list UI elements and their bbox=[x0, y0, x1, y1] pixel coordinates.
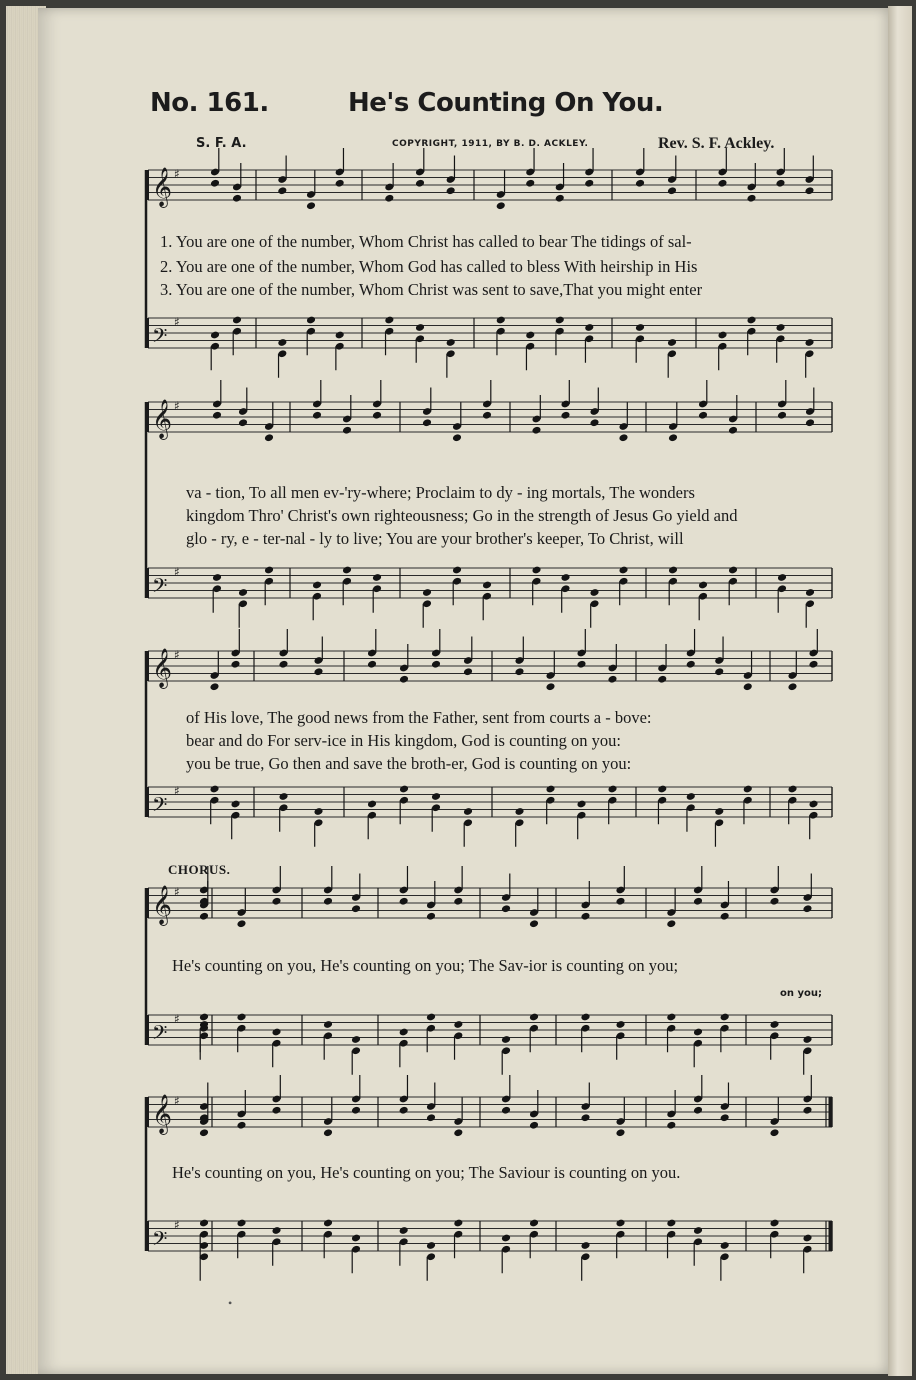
note-head bbox=[230, 800, 240, 809]
note-head bbox=[580, 1013, 590, 1022]
note-head bbox=[199, 1128, 209, 1137]
note-head bbox=[560, 573, 570, 582]
sharp-icon: ♯ bbox=[174, 315, 180, 329]
chorus-label: CHORUS. bbox=[168, 862, 231, 877]
note-head bbox=[264, 433, 274, 442]
note-head bbox=[657, 675, 667, 684]
note-head bbox=[668, 566, 678, 575]
note-head bbox=[351, 904, 361, 913]
note-head bbox=[277, 338, 287, 347]
note-head bbox=[415, 323, 425, 332]
note-head bbox=[271, 1106, 281, 1115]
note-head bbox=[777, 411, 787, 420]
note-head bbox=[802, 1106, 812, 1115]
note-head bbox=[335, 331, 345, 340]
note-head bbox=[426, 1241, 436, 1250]
note-head bbox=[323, 1219, 333, 1228]
note-head bbox=[351, 1234, 361, 1243]
note-head bbox=[514, 667, 524, 676]
note-head bbox=[576, 660, 586, 669]
note-head bbox=[210, 179, 220, 188]
note-head bbox=[769, 897, 779, 906]
sharp-icon: ♯ bbox=[174, 565, 180, 579]
note-head bbox=[667, 186, 677, 195]
note-head bbox=[501, 1234, 511, 1243]
note-head bbox=[426, 1013, 436, 1022]
note-head bbox=[230, 660, 240, 669]
note-head bbox=[313, 667, 323, 676]
note-head bbox=[720, 1113, 730, 1122]
note-head bbox=[313, 807, 323, 816]
note-head bbox=[804, 186, 814, 195]
note-head bbox=[775, 179, 785, 188]
note-head bbox=[615, 1219, 625, 1228]
note-head bbox=[693, 1106, 703, 1115]
note-head bbox=[777, 573, 787, 582]
music-credit: S. F. A. bbox=[196, 136, 247, 151]
note-head bbox=[787, 785, 797, 794]
note-head bbox=[743, 682, 753, 691]
lyric-s3-v2: bear and do For serv-ice in His kingdom, God is counting on you: bbox=[186, 731, 621, 750]
note-head bbox=[323, 1128, 333, 1137]
note-head bbox=[399, 1028, 409, 1037]
note-head bbox=[668, 433, 678, 442]
note-head bbox=[236, 1121, 246, 1130]
note-head bbox=[446, 338, 456, 347]
note-head bbox=[278, 792, 288, 801]
note-head bbox=[399, 675, 409, 684]
note-head bbox=[199, 1013, 209, 1022]
note-head bbox=[399, 897, 409, 906]
note-head bbox=[525, 331, 535, 340]
note-head bbox=[686, 792, 696, 801]
sharp-icon: ♯ bbox=[174, 1094, 180, 1108]
note-head bbox=[312, 411, 322, 420]
sharp-icon: ♯ bbox=[174, 1012, 180, 1026]
lyric-s1-v3: 3. You are one of the number, Whom Christ was sent to save,That you might enter bbox=[160, 280, 703, 299]
lyric-s2-v1: va - tion, To all men ev-'ry-where; Proclaim to dy - ing mortals, The wonders bbox=[186, 483, 695, 502]
hymn-number: No. 161. bbox=[150, 88, 269, 118]
note-head bbox=[210, 331, 220, 340]
note-head bbox=[351, 1035, 361, 1044]
note-head bbox=[804, 338, 814, 347]
note-head bbox=[453, 1219, 463, 1228]
note-head bbox=[463, 667, 473, 676]
note-head bbox=[525, 179, 535, 188]
note-head bbox=[607, 675, 617, 684]
note-head bbox=[236, 919, 246, 928]
note-head bbox=[618, 566, 628, 575]
note-head bbox=[580, 1241, 590, 1250]
note-head bbox=[232, 194, 242, 203]
note-head bbox=[199, 912, 209, 921]
note-head bbox=[728, 566, 738, 575]
sharp-icon: ♯ bbox=[174, 885, 180, 899]
note-head bbox=[635, 179, 645, 188]
treble-clef-icon: 𝄞 bbox=[152, 399, 173, 439]
note-head bbox=[693, 1226, 703, 1235]
note-head bbox=[787, 682, 797, 691]
note-head bbox=[453, 1128, 463, 1137]
sharp-icon: ♯ bbox=[174, 784, 180, 798]
bass-clef-icon: 𝄢 bbox=[152, 1021, 168, 1049]
note-head bbox=[446, 186, 456, 195]
lyric-s1-v1: 1. You are one of the number, Whom Christ has called to bear The tidings of sal- bbox=[160, 232, 692, 251]
note-head bbox=[271, 897, 281, 906]
note-head bbox=[545, 785, 555, 794]
note-head bbox=[693, 1028, 703, 1037]
note-head bbox=[666, 1219, 676, 1228]
note-head bbox=[236, 1013, 246, 1022]
note-head bbox=[482, 581, 492, 590]
note-head bbox=[545, 682, 555, 691]
note-head bbox=[271, 1226, 281, 1235]
note-head bbox=[615, 897, 625, 906]
note-head bbox=[802, 1035, 812, 1044]
note-head bbox=[463, 807, 473, 816]
note-head bbox=[271, 1028, 281, 1037]
note-head bbox=[529, 1219, 539, 1228]
note-head bbox=[209, 682, 219, 691]
note-head bbox=[351, 1106, 361, 1115]
note-head bbox=[384, 316, 394, 325]
note-head bbox=[555, 194, 565, 203]
note-head bbox=[496, 316, 506, 325]
note-head bbox=[452, 566, 462, 575]
note-head bbox=[312, 581, 322, 590]
note-head bbox=[452, 433, 462, 442]
note-head bbox=[399, 785, 409, 794]
words-credit: Rev. S. F. Ackley. bbox=[658, 135, 775, 152]
lyric-s2-v3: glo - ry, e - ter-nal - ly to live; You are your brother's keeper, To Christ, will bbox=[186, 529, 684, 548]
note-head bbox=[589, 588, 599, 597]
note-head bbox=[372, 411, 382, 420]
note-head bbox=[666, 919, 676, 928]
note-head bbox=[426, 912, 436, 921]
note-head bbox=[212, 411, 222, 420]
note-head bbox=[728, 426, 738, 435]
note-head bbox=[531, 566, 541, 575]
note-head bbox=[802, 904, 812, 913]
bass-clef-icon: 𝄢 bbox=[152, 574, 168, 602]
note-head bbox=[720, 1013, 730, 1022]
note-head bbox=[342, 566, 352, 575]
lyric-s3-v3: you be true, Go then and save the broth-er, God is counting on you: bbox=[186, 754, 632, 773]
note-head bbox=[372, 573, 382, 582]
note-head bbox=[584, 323, 594, 332]
note-head bbox=[808, 800, 818, 809]
note-head bbox=[714, 807, 724, 816]
note-head bbox=[238, 588, 248, 597]
treble-clef-icon: 𝄞 bbox=[152, 885, 173, 925]
note-head bbox=[342, 426, 352, 435]
lyric-s1-v2: 2. You are one of the number, Whom God has called to bless With heirship in His bbox=[160, 257, 698, 276]
note-head bbox=[501, 1035, 511, 1044]
note-head bbox=[667, 338, 677, 347]
lyric-chorus-line2: He's counting on you, He's counting on you; The Saviour is counting on you. bbox=[172, 1163, 681, 1182]
note-head bbox=[399, 1106, 409, 1115]
sharp-icon: ♯ bbox=[174, 167, 180, 181]
treble-clef-icon: 𝄞 bbox=[152, 167, 173, 207]
note-head bbox=[717, 331, 727, 340]
note-head bbox=[529, 1013, 539, 1022]
note-head bbox=[209, 785, 219, 794]
note-head bbox=[278, 660, 288, 669]
lyric-chorus-line1: He's counting on you, He's counting on you; The Sav-ior is counting on you; bbox=[172, 956, 679, 975]
sharp-icon: ♯ bbox=[174, 1218, 180, 1232]
note-head bbox=[693, 897, 703, 906]
bass-clef-icon: 𝄢 bbox=[152, 324, 168, 352]
note-head bbox=[514, 807, 524, 816]
note-head bbox=[580, 912, 590, 921]
note-head bbox=[422, 588, 432, 597]
note-head bbox=[717, 179, 727, 188]
treble-clef-icon: 𝄞 bbox=[152, 1094, 173, 1134]
note-head bbox=[496, 201, 506, 210]
note-head bbox=[323, 1020, 333, 1029]
note-head bbox=[277, 186, 287, 195]
note-head bbox=[482, 411, 492, 420]
note-head bbox=[555, 316, 565, 325]
note-head bbox=[775, 323, 785, 332]
note-head bbox=[264, 566, 274, 575]
note-head bbox=[714, 667, 724, 676]
note-head bbox=[501, 1106, 511, 1115]
bass-clef-icon: 𝄢 bbox=[152, 793, 168, 821]
note-head bbox=[238, 418, 248, 427]
note-head bbox=[422, 418, 432, 427]
note-head bbox=[618, 433, 628, 442]
note-head bbox=[769, 1020, 779, 1029]
note-head bbox=[323, 897, 333, 906]
note-head bbox=[746, 316, 756, 325]
note-head bbox=[802, 1234, 812, 1243]
bass-on-you-tag: on you; bbox=[780, 988, 822, 999]
note-head bbox=[453, 1020, 463, 1029]
note-head bbox=[367, 660, 377, 669]
note-head bbox=[769, 1219, 779, 1228]
hymn-title: He's Counting On You. bbox=[348, 88, 664, 118]
note-head bbox=[589, 418, 599, 427]
treble-clef-icon: 𝄞 bbox=[152, 648, 173, 688]
note-head bbox=[232, 316, 242, 325]
note-head bbox=[635, 323, 645, 332]
note-head bbox=[746, 194, 756, 203]
note-head bbox=[805, 418, 815, 427]
note-head bbox=[769, 1128, 779, 1137]
note-head bbox=[335, 179, 345, 188]
note-head bbox=[698, 411, 708, 420]
note-head bbox=[236, 1219, 246, 1228]
copyright-notice: COPYRIGHT, 1911, BY B. D. ACKLEY. bbox=[392, 139, 589, 149]
note-head bbox=[698, 581, 708, 590]
note-head bbox=[531, 426, 541, 435]
note-head bbox=[584, 179, 594, 188]
sharp-icon: ♯ bbox=[174, 648, 180, 662]
note-head bbox=[808, 660, 818, 669]
note-head bbox=[306, 201, 316, 210]
note-head bbox=[666, 1013, 676, 1022]
note-head bbox=[426, 1113, 436, 1122]
note-head bbox=[720, 912, 730, 921]
note-head bbox=[666, 1121, 676, 1130]
note-head bbox=[686, 660, 696, 669]
note-head bbox=[306, 316, 316, 325]
note-head bbox=[501, 904, 511, 913]
note-head bbox=[431, 792, 441, 801]
note-head bbox=[199, 1219, 209, 1228]
note-head bbox=[212, 573, 222, 582]
note-head bbox=[367, 800, 377, 809]
note-head bbox=[415, 179, 425, 188]
note-head bbox=[399, 1226, 409, 1235]
note-head bbox=[529, 919, 539, 928]
page-mark: • bbox=[228, 1296, 233, 1310]
note-head bbox=[453, 897, 463, 906]
note-head bbox=[805, 588, 815, 597]
note-head bbox=[615, 1128, 625, 1137]
note-head bbox=[720, 1241, 730, 1250]
lyric-s3-v1: of His love, The good news from the Father, sent from courts a - bove: bbox=[186, 708, 652, 727]
note-head bbox=[615, 1020, 625, 1029]
note-head bbox=[576, 800, 586, 809]
sharp-icon: ♯ bbox=[174, 399, 180, 413]
note-head bbox=[384, 194, 394, 203]
note-head bbox=[529, 1121, 539, 1130]
bass-clef-icon: 𝄢 bbox=[152, 1227, 168, 1255]
note-head bbox=[580, 1113, 590, 1122]
note-head bbox=[743, 785, 753, 794]
note-head bbox=[431, 660, 441, 669]
note-head bbox=[560, 411, 570, 420]
lyric-s2-v2: kingdom Thro' Christ's own righteousness; Go in the strength of Jesus Go yield and bbox=[186, 506, 738, 525]
note-head bbox=[607, 785, 617, 794]
note-head bbox=[657, 785, 667, 794]
